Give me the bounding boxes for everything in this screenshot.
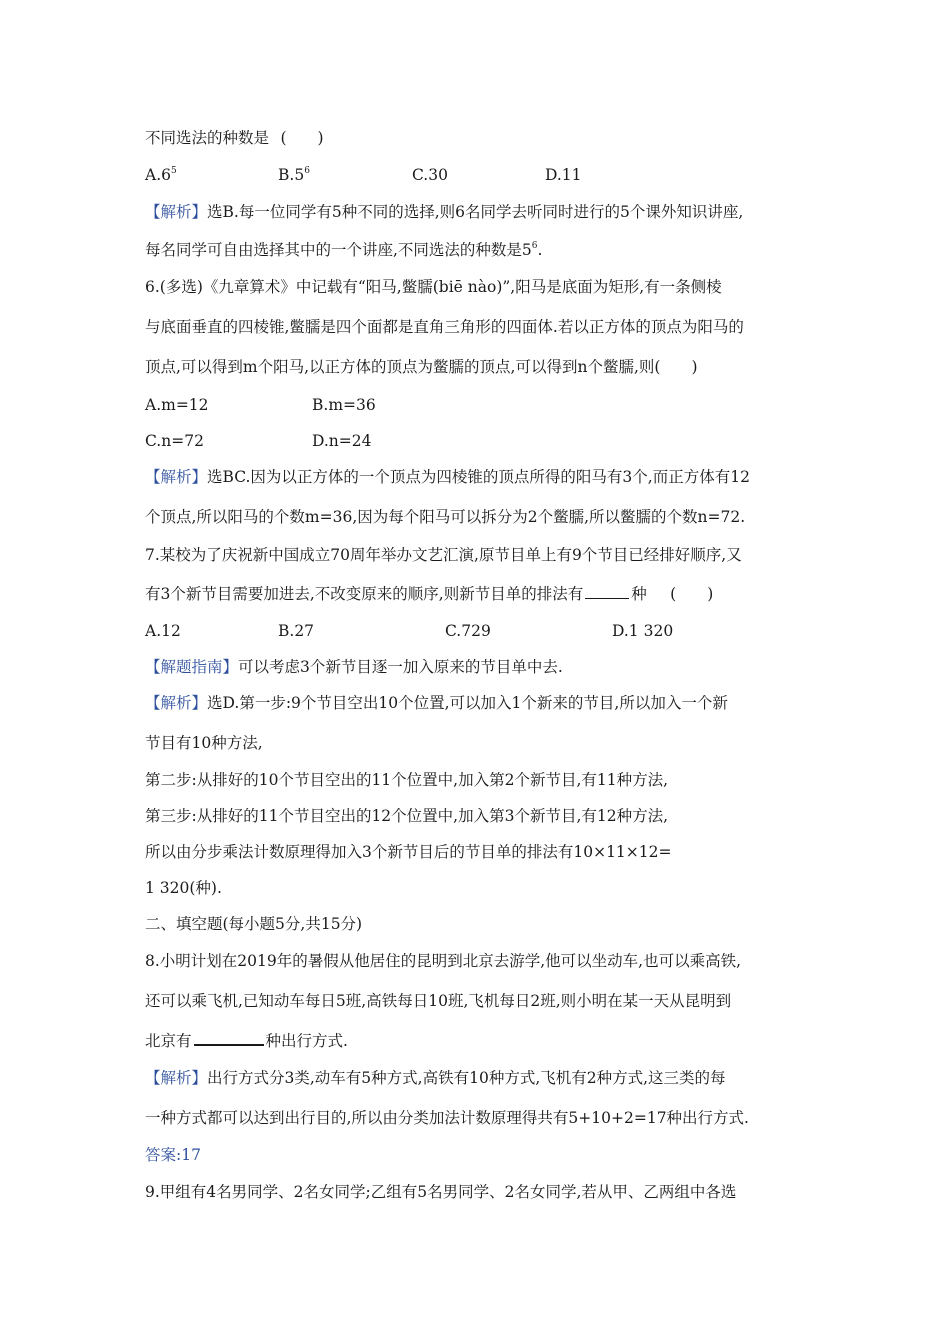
analysis-tag: 【解析】	[145, 694, 208, 712]
q8-blank	[194, 1030, 264, 1046]
q5-analysis-line-1: 【解析】选B.每一位同学有5种不同的选择,则6名同学去听同时进行的5个课外知识讲座,	[145, 203, 744, 221]
q6-analysis-line-2: 个顶点,所以阳马的个数m=36,因为每个阳马可以拆分为2个鳖臑,所以鳖臑的个数n=72.	[145, 508, 746, 526]
q7-analysis-line-2: 节目有10种方法,	[145, 734, 263, 752]
q5-option-b: $B.5^6$	[278, 166, 310, 184]
q8-stem-line-1: 8.小明计划在2019年的暑假从他居住的昆明到北京去游学,他可以坐动车,也可以乘高铁,	[145, 952, 742, 970]
answer-value: 17	[181, 1146, 201, 1164]
q7-analysis-line-6: 1 320(种).	[145, 879, 222, 897]
q7-option-b: B.27	[278, 622, 315, 640]
q7-analysis-line-3: 第二步:从排好的10个节目空出的11个位置中,加入第2个新节目,有11种方法,	[145, 771, 669, 789]
q5-answer-paren: ( )	[280, 129, 324, 147]
q6-analysis-line-1: 【解析】选BC.因为以正方体的一个顶点为四棱锥的顶点所得的阳马有3个,而正方体有12	[145, 468, 750, 486]
q5-option-a: $A.6^5$	[145, 166, 177, 184]
q7-analysis-line-1: 【解析】选D.第一步:9个节目空出10个位置,可以加入1个新来的节目,所以加入一个新	[145, 694, 728, 712]
section-heading: 二、填空题(每小题5分,共15分)	[145, 915, 363, 933]
q8-stem-line-3: 北京有 种出行方式.	[145, 1032, 348, 1050]
q7-analysis-line-5: 所以由分步乘法计数原理得加入3个新节目后的节目单的排法有10×11×12=	[145, 843, 672, 861]
q6-stem-line-1: 6.(多选)《九章算术》中记载有“阳马,鳖臑(biē nào)”,阳马是底面为矩形,有一条侧棱	[145, 278, 722, 296]
q6-option-b: B.m=36	[312, 396, 376, 414]
q7-option-c: C.729	[445, 622, 491, 640]
q7-stem-line-2: 有3个新节目需要加进去,不改变原来的顺序,则新节目单的排法有 种 ( )	[145, 585, 714, 603]
q7-analysis-line-4: 第三步:从排好的11个节目空出的12个位置中,加入第3个新节目,有12种方法,	[145, 807, 669, 825]
q6-option-a: A.m=12	[145, 396, 209, 414]
analysis-tag: 【解析】	[145, 468, 208, 486]
q7-blank	[585, 584, 629, 599]
q8-stem-line-2: 还可以乘飞机,已知动车每日5班,高铁每日10班,飞机每日2班,则小明在某一天从昆明到	[145, 992, 732, 1010]
q5-option-d: D.11	[545, 166, 582, 184]
q7-option-d: D.1 320	[612, 622, 674, 640]
analysis-tag: 【解析】	[145, 1069, 208, 1087]
guide-tag: 【解题指南】	[145, 658, 239, 676]
q7-answer-paren: ( )	[670, 585, 714, 603]
q5-stem	[145, 128, 325, 148]
q6-option-c: C.n=72	[145, 432, 204, 450]
q6-stem-line-2: 与底面垂直的四棱锥,鳖臑是四个面都是直角三角形的四面体.若以正方体的顶点为阳马的	[145, 318, 744, 336]
q5-analysis-line-2: 每名同学可自由选择其中的一个讲座,不同选法的种数是$5^6$.	[145, 241, 543, 259]
q8-analysis-line-1: 【解析】出行方式分3类,动车有5种方式,高铁有10种方式,飞机有2种方式,这三类的每	[145, 1069, 726, 1087]
q7-option-a: A.12	[145, 622, 181, 640]
q5-stem-text: 不同选法的种数是	[145, 129, 270, 147]
q5-option-c: C.30	[412, 166, 448, 184]
q8-analysis-line-2: 一种方式都可以达到出行目的,所以由分类加法计数原理得共有5+10+2=17种出行方式.	[145, 1109, 749, 1127]
q7-stem-line-1: 7.某校为了庆祝新中国成立70周年举办文艺汇演,原节目单上有9个节目已经排好顺序,又	[145, 546, 742, 564]
q8-answer	[145, 1145, 201, 1165]
q9-stem-line-1: 9.甲组有4名男同学、2名女同学;乙组有5名男同学、2名女同学,若从甲、乙两组中各选	[145, 1183, 737, 1201]
q7-guide: 【解题指南】可以考虑3个新节目逐一加入原来的节目单中去.	[145, 658, 563, 676]
answer-label: 答案:	[145, 1146, 182, 1164]
q6-option-d: D.n=24	[312, 432, 372, 450]
analysis-tag: 【解析】	[145, 203, 208, 221]
q6-stem-line-3: 顶点,可以得到m个阳马,以正方体的顶点为鳖臑的顶点,可以得到n个鳖臑,则( )	[145, 358, 698, 376]
